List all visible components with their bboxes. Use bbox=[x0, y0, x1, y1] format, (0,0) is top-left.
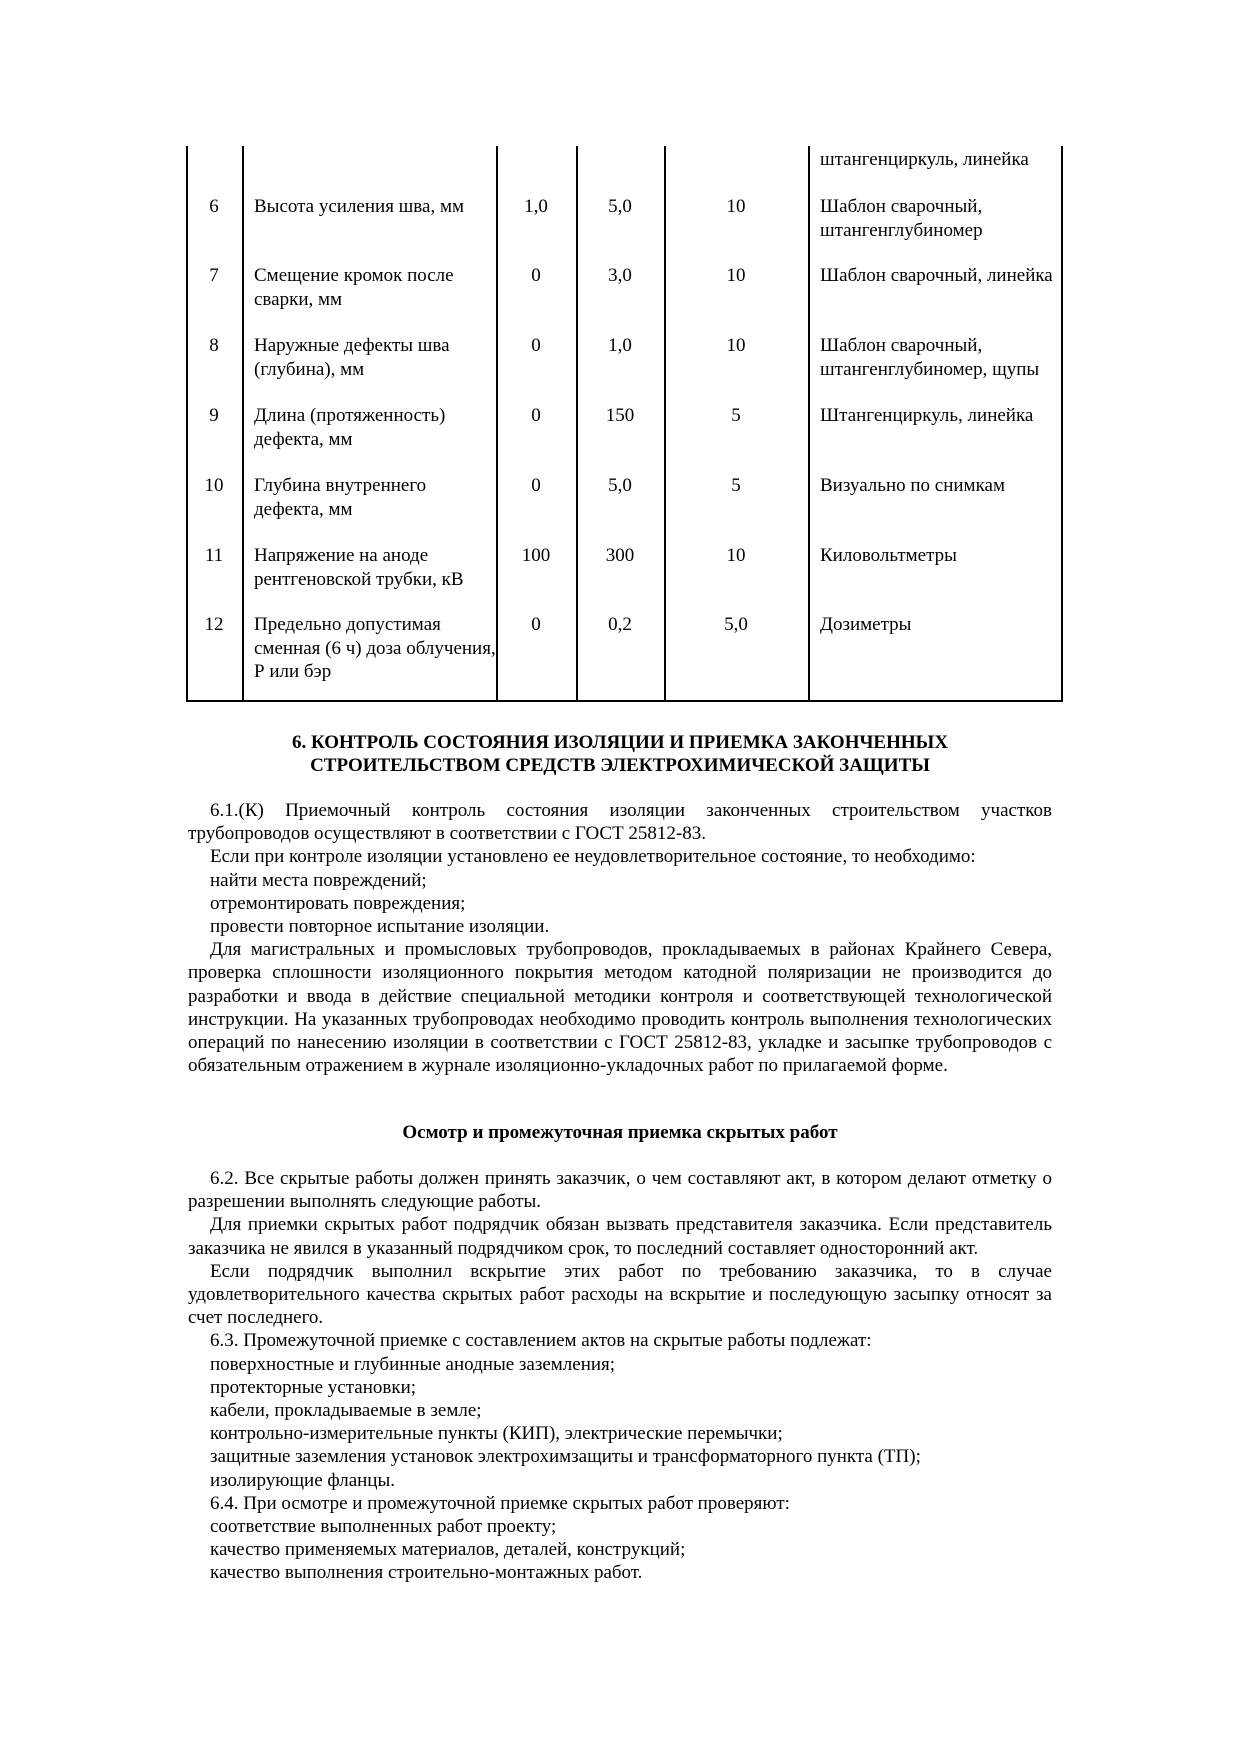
row-number: 8 bbox=[209, 335, 219, 356]
frequency-value: 10 bbox=[726, 196, 746, 217]
frequency-value: 5 bbox=[731, 405, 741, 426]
instrument: Шаблон сварочный, штангенглубиномер, щупы bbox=[820, 335, 1040, 380]
instrument: Шаблон сварочный, штангенглубиномер bbox=[820, 196, 983, 241]
min-value: 0 bbox=[531, 614, 541, 635]
row-number: 11 bbox=[204, 545, 224, 566]
list-item: защитные заземления установок электрохимзащиты и трансформаторного пункта (ТП); bbox=[210, 1446, 921, 1468]
max-value: 0,2 bbox=[608, 614, 632, 635]
paragraph: 6.3. Промежуточной приемке с составлением актов на скрытые работы подлежат: bbox=[210, 1330, 872, 1352]
min-value: 0 bbox=[531, 405, 541, 426]
parameter-name: Смещение кромок после сварки, мм bbox=[254, 265, 454, 310]
parameter-name: Наружные дефекты шва (глубина), мм bbox=[254, 335, 450, 380]
row-number: 12 bbox=[204, 614, 224, 635]
paragraph: 6.2. Все скрытые работы должен принять заказчик, о чем составляют акт, в котором делают отметку о разрешении выполнять следующие работы. bbox=[188, 1168, 1052, 1213]
min-value: 1,0 bbox=[524, 196, 548, 217]
instrument: штангенциркуль, линейка bbox=[820, 149, 1029, 170]
min-value: 0 bbox=[531, 475, 541, 496]
instrument: Штангенциркуль, линейка bbox=[820, 405, 1034, 426]
subsection-heading: Осмотр и промежуточная приемка скрытых работ bbox=[402, 1122, 838, 1143]
paragraph: Если при контроле изоляции установлено ее неудовлетворительное состояние, то необходимо: bbox=[210, 846, 976, 868]
instrument: Дозиметры bbox=[820, 614, 912, 635]
max-value: 1,0 bbox=[608, 335, 632, 356]
paragraph: 6.1.(К) Приемочный контроль состояния изоляции законченных строительством участков трубопроводов осуществляют в соответствии с ГОСТ 25812-83. bbox=[188, 800, 1052, 845]
list-item: поверхностные и глубинные анодные заземления; bbox=[210, 1353, 616, 1375]
list-item: провести повторное испытание изоляции. bbox=[210, 916, 550, 938]
min-value: 0 bbox=[531, 335, 541, 356]
paragraph: Для приемки скрытых работ подрядчик обязан вызвать представителя заказчика. Если представитель заказчика не явился в указанный подрядчиком срок, то последний составляет односторонний акт. bbox=[188, 1214, 1052, 1259]
min-value: 100 bbox=[521, 545, 551, 566]
row-number: 10 bbox=[204, 475, 224, 496]
parameter-name: Напряжение на аноде рентгеновской трубки, кВ bbox=[254, 545, 464, 590]
max-value: 3,0 bbox=[608, 265, 632, 286]
frequency-value: 10 bbox=[726, 335, 746, 356]
table-col-divider bbox=[242, 146, 244, 700]
section-heading-line: СТРОИТЕЛЬСТВОМ СРЕДСТВ ЭЛЕКТРОХИМИЧЕСКОЙ ЗАЩИТЫ bbox=[310, 755, 930, 776]
max-value: 5,0 bbox=[608, 475, 632, 496]
parameter-name: Длина (протяженность) дефекта, мм bbox=[254, 405, 446, 450]
instrument: Киловольтметры bbox=[820, 545, 957, 566]
parameter-name: Предельно допустимая сменная (6 ч) доза облучения, Р или бэр bbox=[254, 614, 496, 682]
paragraph: Если подрядчик выполнил вскрытие этих работ по требованию заказчика, то в случае удовлетворительного качества скрытых работ расходы на вскрытие и последующую засыпку относят за счет последнего. bbox=[188, 1260, 1052, 1329]
list-item: найти места повреждений; bbox=[210, 869, 427, 891]
list-item: контрольно-измерительные пункты (КИП), электрические перемычки; bbox=[210, 1423, 783, 1445]
instrument: Визуально по снимкам bbox=[820, 475, 1005, 496]
row-number: 9 bbox=[209, 405, 219, 426]
frequency-value: 5 bbox=[731, 475, 741, 496]
subsection-body bbox=[188, 1167, 1052, 1585]
paragraph: 6.4. При осмотре и промежуточной приемке скрытых работ проверяют: bbox=[210, 1492, 790, 1514]
list-item: соответствие выполненных работ проекту; bbox=[210, 1516, 557, 1538]
section-heading bbox=[188, 731, 1052, 777]
paragraph: Для магистральных и промысловых трубопроводов, прокладываемых в районах Крайнего Севера, проверка сплошности изоляционного покрытия методом катодной поляризации не производится до разработки и ввода в действие специальной методики контроля и соответствующей технологической инструкции. На указанных трубопроводах необходимо проводить контроль выполнения технологических операций по нанесению изоляции в соответствии с ГОСТ 25812-83, укладке и засыпке трубопроводов с обязательным отражением в журнале изоляционно-укладочных работ по прилагаемой форме. bbox=[188, 939, 1052, 1077]
list-item: изолирующие фланцы. bbox=[210, 1469, 395, 1491]
frequency-value: 10 bbox=[726, 265, 746, 286]
section-heading-line: 6. КОНТРОЛЬ СОСТОЯНИЯ ИЗОЛЯЦИИ И ПРИЕМКА ЗАКОНЧЕННЫХ bbox=[291, 732, 949, 753]
list-item: протекторные установки; bbox=[210, 1376, 417, 1398]
table-bottom-border bbox=[186, 700, 1063, 702]
instrument: Шаблон сварочный, линейка bbox=[820, 265, 1053, 286]
table-col-divider bbox=[808, 146, 810, 700]
row-number: 7 bbox=[209, 265, 219, 286]
list-item: качество выполнения строительно-монтажных работ. bbox=[210, 1562, 643, 1584]
frequency-value: 10 bbox=[726, 545, 746, 566]
list-item: кабели, прокладываемые в земле; bbox=[210, 1400, 482, 1422]
list-item: качество применяемых материалов, деталей, конструкций; bbox=[210, 1539, 686, 1561]
max-value: 5,0 bbox=[608, 196, 632, 217]
parameter-name: Глубина внутреннего дефекта, мм bbox=[254, 475, 427, 520]
list-item: отремонтировать повреждения; bbox=[210, 892, 466, 914]
frequency-value: 5,0 bbox=[724, 614, 748, 635]
section-body bbox=[188, 799, 1052, 1077]
parameter-name: Высота усиления шва, мм bbox=[254, 196, 465, 217]
row-number: 6 bbox=[209, 196, 219, 217]
max-value: 300 bbox=[605, 545, 635, 566]
max-value: 150 bbox=[605, 405, 635, 426]
min-value: 0 bbox=[531, 265, 541, 286]
